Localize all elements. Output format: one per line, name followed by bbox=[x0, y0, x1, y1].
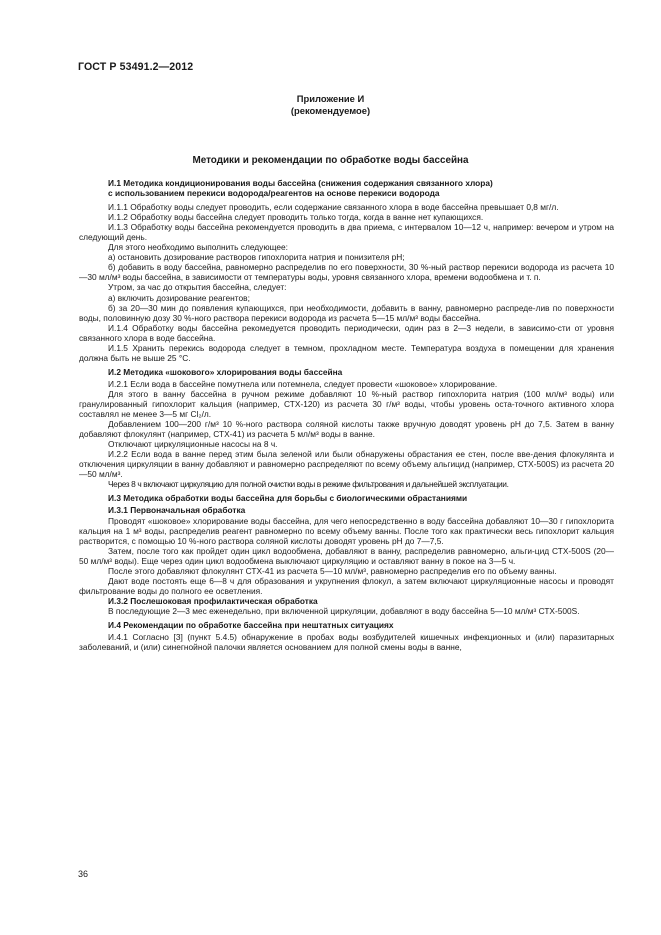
paragraph-4-4-1: И.4.1 Согласно [3] (пункт 5.4.5) обнаружение в пробах воды возбудителей кишечных инфекционных и (или) паразитарных заболеваний, и (или) синегнойной палочки является основанием для полной смены воды в ванне, bbox=[79, 632, 614, 653]
paragraph-3-shock: Проводят «шоковое» хлорирование воды бассейна, для чего непосредственно в воду бассейна добавляют 10—30 г гипохлорита кальция на 1 м³ воды, распределив реагент равномерно по всему объему ванны. После того как практически весь гипохлорит кальция растворится, с помощью 10 %-ного раствора соляной кислоты доводят уровень pH до 7—7,5. bbox=[79, 515, 614, 546]
paragraph-1-morning-b: б) за 20—30 мин до появления купающихся, при необходимости, добавить в ванну, равномерно распреде-лив по поверхности воды, половинную дозу 30 %-ного раствора перекиси водорода из расчета 5—15 мл/м³ воды бассейна. bbox=[79, 302, 614, 323]
paragraph-3-algicide: Затем, после того как пройдет один цикл водообмена, добавляют в ванну, распределив равномерно, альги-цид СТХ-500S (20—50 мл/м³ воды). Еще через один цикл водообмена выключают циркуляцию и оставляют ванну в покое на 3—5 ч. bbox=[79, 545, 614, 566]
paragraph-1-steps-intro: Для этого необходимо выполнить следующее: bbox=[108, 242, 288, 253]
paragraph-2-pumps-off: Отключают циркуляционные насосы на 8 ч. bbox=[108, 439, 278, 450]
paragraph-1-1-2: И.1.2 Обработку воды бассейна следует проводить только тогда, когда в ванне нет купающихся. bbox=[108, 212, 484, 223]
section-1-title-line-1: И.1 Методика кондиционирования воды бассейна (снижения содержания связанного хлора) bbox=[108, 178, 493, 188]
paragraph-2-2-1: И.2.1 Если вода в бассейне помутнела или потемнела, следует провести «шоковое» хлорирование. bbox=[108, 378, 498, 389]
paragraph-2-dosing: Для этого в ванну бассейна в ручном режиме добавляют 10 %-ный раствор гипохлорита натрия (100 мл/м³ воды) или гранулированный гипохлорит кальция (например, СТХ-120) из расчета 30 г/м³ воды, чтобы уровень оста-точного активного хлора составлял не менее 3—5 мг Cl₂/л. bbox=[79, 388, 614, 420]
document-code: ГОСТ Р 53491.2—2012 bbox=[78, 61, 194, 73]
section-2-title: И.2 Методика «шокового» хлорирования воды бассейна bbox=[108, 366, 343, 377]
paragraph-3-flocculant: После этого добавляют флокулянт СТХ-41 из расчета 5—10 мл/м³, равномерно распределив его по объему ванны. bbox=[108, 565, 557, 576]
paragraph-1-1-1: И.1.1 Обработку воды следует проводить, если содержание связанного хлора в воде бассейна превышает 0,8 мг/л. bbox=[108, 202, 559, 213]
paragraph-3-prophylaxis: В последующие 2—3 мес еженедельно, при включенной циркуляции, добавляют в воду бассейна 5—10 мл/м³ СТХ-500S. bbox=[108, 605, 580, 616]
paragraph-3-settle: Дают воде постоять еще 6—8 ч для образования и укрупнения флокул, а затем включают циркуляционные насосы и проводят фильтрование воды до полного ее осветления. bbox=[79, 575, 614, 596]
section-1-title-line-2: с использованием перекиси водорода/реагентов на основе перекиси водорода bbox=[108, 188, 440, 199]
page-number: 36 bbox=[78, 869, 89, 879]
document-body bbox=[79, 178, 614, 652]
appendix-note: (рекомендуемое) bbox=[290, 105, 371, 116]
paragraph-1-1-4: И.1.4 Обработку воды бассейна рекомедуется проводить периодически, один раз в 2—3 недели, в зависимо-сти от уровня связанного хлора в воде бассейна. bbox=[79, 322, 614, 343]
main-title: Методики и рекомендации по обработке воды бассейна bbox=[192, 155, 469, 166]
section-4-title: И.4 Рекомендации по обработке бассейна при нештатных ситуациях bbox=[108, 619, 394, 630]
paragraph-1-1-3: И.1.3 Обработку воды бассейна рекомендуется проводить в два приема, с интервалом 10—12 ч, например: вечером и утром на следующий день. bbox=[79, 222, 614, 243]
paragraph-1-morning-a: а) включить дозирование реагентов; bbox=[108, 292, 250, 303]
paragraph-2-2-2: И.2.2 Если вода в ванне перед этим была зеленой или были обнаружены обрастания ее стен, после вве-дения флокулянта и отключения циркуляции в ванну добавляют и равномерно распределяют по всему объему альгицид (например, СТХ-500S) из расчета 20—50 мл/м³. bbox=[79, 449, 614, 480]
paragraph-1-step-a: а) остановить дозирование растворов гипохлорита натрия и понизителя pH; bbox=[108, 252, 405, 263]
section-3-title: И.3 Методика обработки воды бассейна для борьбы с биологическими обрастаниями bbox=[108, 493, 468, 504]
paragraph-1-morning-intro: Утром, за час до открытия бассейна, следует: bbox=[108, 282, 287, 293]
paragraph-2-ph: Добавлением 100—200 г/м³ 10 %-ного раствора соляной кислоты также вручную доводят уровень pH до 7,5. Затем в ванну добавляют флокулянт (например, СТХ-41) из расчета 5 мл/м³ воды в ванне. bbox=[79, 419, 614, 440]
appendix-title: Приложение И bbox=[296, 93, 365, 104]
paragraph-1-1-5: И.1.5 Хранить перекись водорода следует в темном, прохладном месте. Температура воздуха в помещении для хранения должна быть не выше 25 °С. bbox=[79, 342, 614, 363]
subsection-3-3-1-title: И.3.1 Первоначальная обработка bbox=[108, 505, 246, 516]
paragraph-1-step-b: б) добавить в воду бассейна, равномерно распределив по его поверхности, 30 %-ный раствор перекиси водорода из расчета 10—30 мл/м³ воды бассейна, в зависимости от температуры воды, уровня связанного хлора, времени водообмена и т. п. bbox=[79, 262, 614, 283]
subsection-3-3-2-title: И.3.2 Послешоковая профилактическая обработка bbox=[108, 595, 318, 606]
paragraph-2-restart: Через 8 ч включают циркуляцию для полной очистки воды в режиме фильтрования и дальнейшей эксплуатации. bbox=[108, 479, 509, 490]
